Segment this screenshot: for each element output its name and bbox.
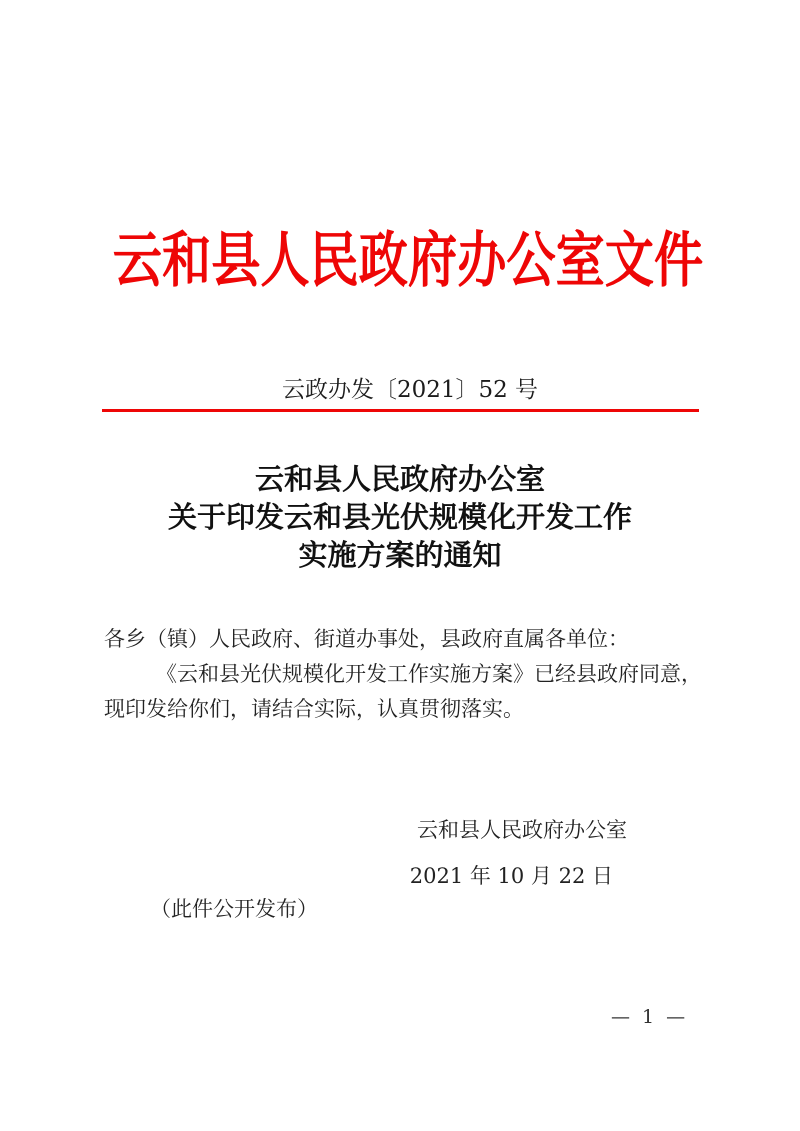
red-divider-line	[102, 409, 699, 412]
letterhead-banner-title: 云和县人民政府办公室文件	[112, 226, 704, 296]
notice-title	[0, 460, 800, 574]
signoff-issuer: 云和县人民政府办公室	[417, 818, 627, 842]
page-number: — 1 —	[611, 1006, 689, 1028]
body-paragraph-line-2: 现印发给你们，请结合实际，认真贯彻落实。	[104, 697, 524, 721]
notice-title-line-1: 云和县人民政府办公室	[254, 462, 545, 496]
public-release-note: （此件公开发布）	[150, 897, 318, 921]
notice-title-line-2: 关于印发云和县光伏规模化开发工作	[167, 500, 632, 534]
body-paragraph-line-1: 《云和县光伏规模化开发工作实施方案》已经县政府同意，	[156, 662, 702, 686]
notice-title-line-3: 实施方案的通知	[298, 538, 502, 572]
body-salutation: 各乡（镇）人民政府、街道办事处，县政府直属各单位：	[104, 627, 629, 651]
letterhead-banner	[8, 228, 800, 309]
notice-body	[104, 622, 704, 727]
signoff-date: 2021 年 10 月 22 日	[409, 864, 613, 888]
document-number: 云政办发〔2021〕52 号	[281, 377, 539, 403]
